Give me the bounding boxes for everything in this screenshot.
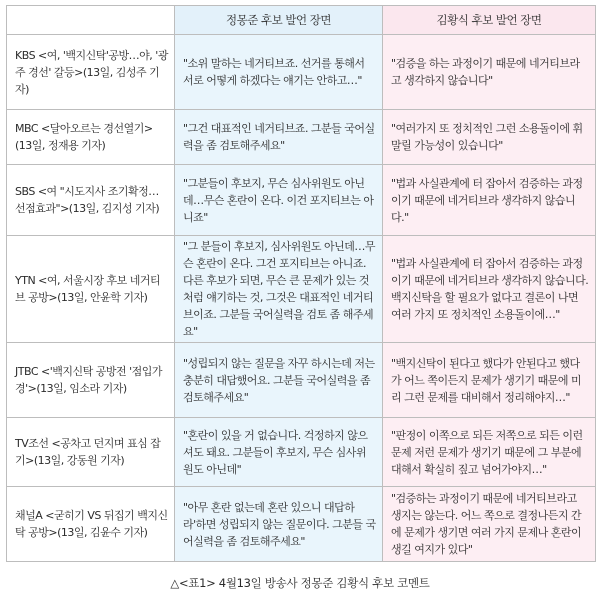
table-row: [7, 110, 596, 165]
outlet-cell: YTN <여, 서울시장 후보 네거티브 공방>(13일, 안윤학 기자): [7, 236, 175, 343]
outlet-cell: KBS <여, '백지신탁'공방…야, '광주 경선' 갈등>(13일, 김성주 기자): [7, 35, 175, 110]
outlet-cell: JTBC <'백지신탁 공방전 '점입가경'>(13일, 임소라 기자): [7, 343, 175, 418]
outlet-cell: MBC <달아오르는 경선열기>(13일, 정재용 기자): [7, 110, 175, 165]
kim-quote-cell: "검증하는 과정이기 때문에 네거티브라고 생지는 않는다. 어느 쪽으로 결정나든지 간에 문제가 생기면 여러 가지 문제나 혼란이 생길 여지가 있다": [383, 487, 596, 562]
chung-quote-cell: "그건 대표적인 네거티브죠. 그분들 국어실력을 좀 검토해주세요": [175, 110, 383, 165]
outlet-cell: 채널A <굳히기 VS 뒤집기 백지신탁 공방>(13일, 김윤수 기자): [7, 487, 175, 562]
header-kim: 김황식 후보 발언 장면: [383, 6, 596, 35]
chung-quote-cell: "아무 혼란 없는데 혼란 있으니 대답하라'하면 성립되지 않는 질문이다. 그분들 국어실력을 좀 검토해주세요": [175, 487, 383, 562]
chung-quote-cell: "소위 말하는 네거티브죠. 선거를 통해서 서로 어떻게 하겠다는 얘기는 안하고…": [175, 35, 383, 110]
table-row: [7, 236, 596, 343]
comment-comparison-table: [6, 5, 596, 562]
kim-quote-cell: "여러가지 또 정치적인 그런 소용돌이에 휘말릴 가능성이 있습니다": [383, 110, 596, 165]
chung-quote-cell: "혼란이 있을 거 없습니다. 걱정하지 않으셔도 돼요. 그분들이 후보지, 무슨 심사위원도 아닌데": [175, 418, 383, 487]
outlet-cell: TV조선 <공차고 던지며 표심 잡기>(13일, 강동원 기자): [7, 418, 175, 487]
chung-quote-cell: "성립되지 않는 질문을 자꾸 하시는데 저는 충분히 대답했어요. 그분들 국어실력을 좀 검토해주세요": [175, 343, 383, 418]
header-chung: 정몽준 후보 발언 장면: [175, 6, 383, 35]
table-row: [7, 35, 596, 110]
kim-quote-cell: "판정이 이쪽으로 되든 저쪽으로 되든 이런 문제 저런 문제가 생기기 때문에 그 부분에 대해서 확실히 짚고 넘어가야지…": [383, 418, 596, 487]
header-row: [7, 6, 596, 35]
header-outlet: [7, 6, 175, 35]
outlet-cell: SBS <여 "시도지사 조기확정…선점효과">(13일, 김지성 기자): [7, 165, 175, 236]
table-row: [7, 418, 596, 487]
table-row: [7, 487, 596, 562]
table-row: [7, 165, 596, 236]
chung-quote-cell: "그 분들이 후보지, 심사위원도 아닌데…무슨 혼란이 온다. 그건 포지티브는 아니죠. 다른 후보가 되면, 무슨 큰 문제가 있는 것처럼 얘기하는 것, 그것은 대표적인 네거티브이죠. 그분들 국어실력을 검토 좀 해주세요": [175, 236, 383, 343]
table-caption: △<표1> 4월13일 방송사 정몽준 김황식 후보 코멘트: [170, 576, 430, 590]
kim-quote-cell: "법과 사실관계에 터 잡아서 검증하는 과정이기 때문에 네거티브라 생각하지 않습니다. 백지신탁을 할 필요가 없다고 결론이 나면 여러 가지 또 정치적인 소용돌이에…": [383, 236, 596, 343]
kim-quote-cell: "검증을 하는 과정이기 때문에 네거티브라고 생각하지 않습니다": [383, 35, 596, 110]
kim-quote-cell: "법과 사실관계에 터 잡아서 검증하는 과정이기 때문에 네거티브라 생각하지 않습니다.": [383, 165, 596, 236]
chung-quote-cell: "그분들이 후보지, 무슨 심사위원도 아닌데…무슨 혼란이 온다. 이건 포지티브는 아니죠": [175, 165, 383, 236]
table-row: [7, 343, 596, 418]
kim-quote-cell: "백지신탁이 된다고 했다가 안된다고 했다가 어느 쪽이든지 문제가 생기기 때문에 미리 그런 문제를 대비해서 정리해야지…": [383, 343, 596, 418]
